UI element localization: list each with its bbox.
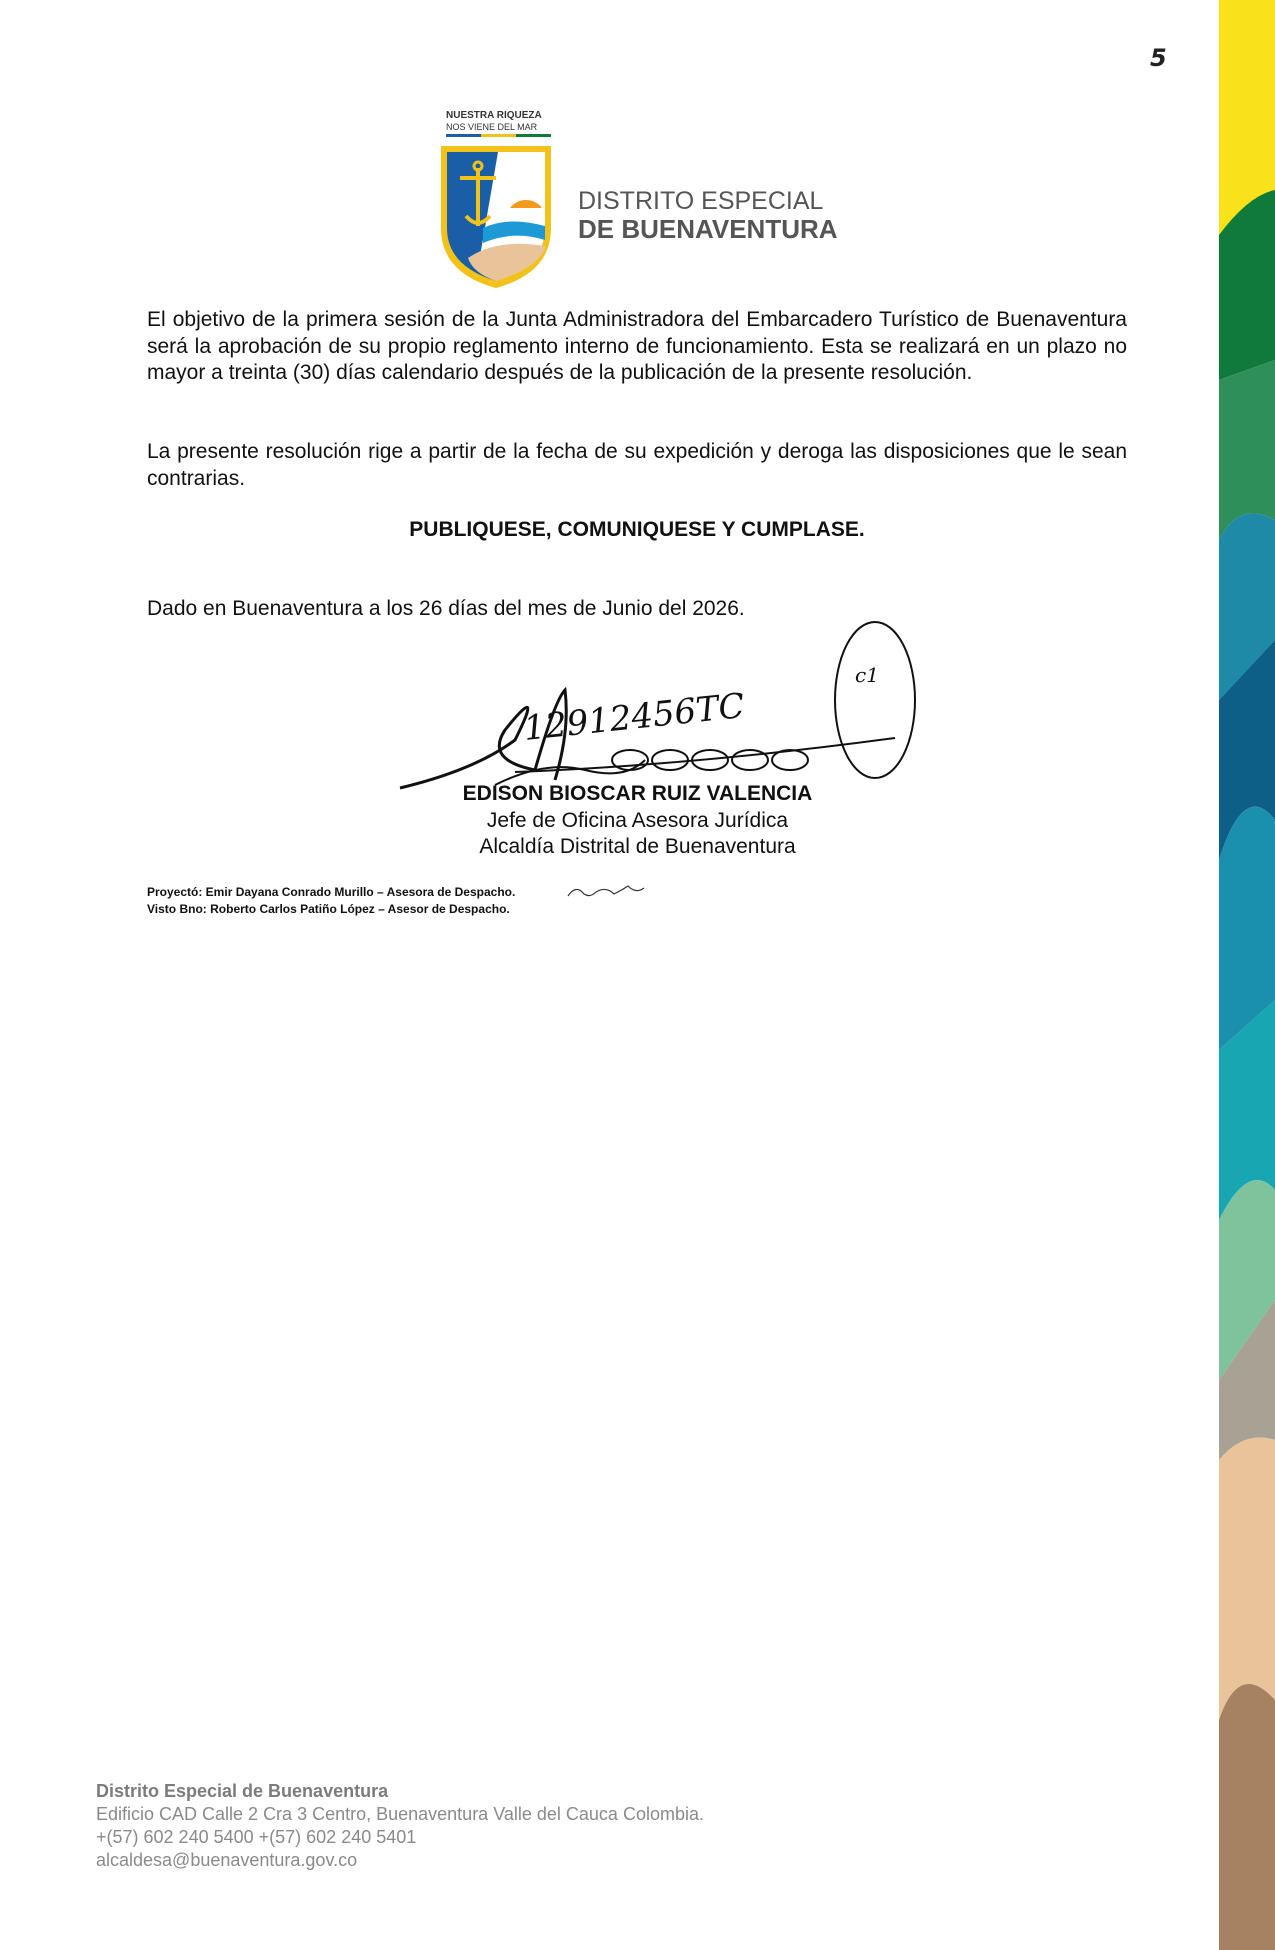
logo-motto-line2: NOS VIENE DEL MAR — [446, 122, 538, 132]
signer-name: EDISON BIOSCAR RUIZ VALENCIA — [462, 782, 813, 805]
page-number: 5 — [1150, 44, 1167, 72]
svg-text:c1: c1 — [855, 663, 879, 687]
initials-signature — [566, 880, 646, 902]
logo-motto-line1: NUESTRA RIQUEZA — [446, 110, 542, 121]
page-footer — [96, 1780, 704, 1872]
footer-title: Distrito Especial de Buenaventura — [96, 1781, 389, 1801]
footer-address: Edificio CAD Calle 2 Cra 3 Centro, Buenaventura Valle del Cauca Colombia. — [96, 1804, 704, 1824]
shield-icon — [441, 146, 551, 288]
issue-date-line: Dado en Buenaventura a los 26 días del mes de Junio del 2026. — [147, 597, 745, 620]
resolution-paragraph-1: El objetivo de la primera sesión de la Junta Administradora del Embarcadero Turístico de Buenaventura será la aprobación de su propio reglamento interno de funcionamiento. Esta se realizará en un plazo no mayor a treinta (30) días calendario después de la publicación de la presente resolución. — [147, 308, 1127, 384]
decorative-side-stripe — [1219, 0, 1275, 1950]
prepared-by-note: Proyectó: Emir Dayana Conrado Murillo – Asesora de Despacho. — [147, 885, 516, 899]
signature-scribble-text: 12912456TC — [521, 685, 747, 749]
footer-email: alcaldesa@buenaventura.gov.co — [96, 1850, 358, 1870]
footer-phones: +(57) 602 240 5400 +(57) 602 240 5401 — [96, 1827, 417, 1847]
closing-statement: PUBLIQUESE, COMUNIQUESE Y CUMPLASE. — [409, 518, 865, 541]
logo-title-line2: DE BUENAVENTURA — [578, 214, 838, 244]
reviewed-by-note: Visto Bno: Roberto Carlos Patiño López – Asesor de Despacho. — [147, 902, 510, 916]
logo-title-line1: DISTRITO ESPECIAL — [578, 187, 824, 215]
handwritten-signature — [395, 620, 945, 795]
signer-title: Jefe de Oficina Asesora Jurídica — [486, 809, 789, 832]
signer-organization: Alcaldía Distrital de Buenaventura — [479, 835, 796, 858]
resolution-paragraph-2: La presente resolución rige a partir de la fecha de su expedición y deroga las disposiciones que le sean contrarias. — [147, 440, 1127, 490]
buenaventura-logo — [438, 108, 888, 293]
